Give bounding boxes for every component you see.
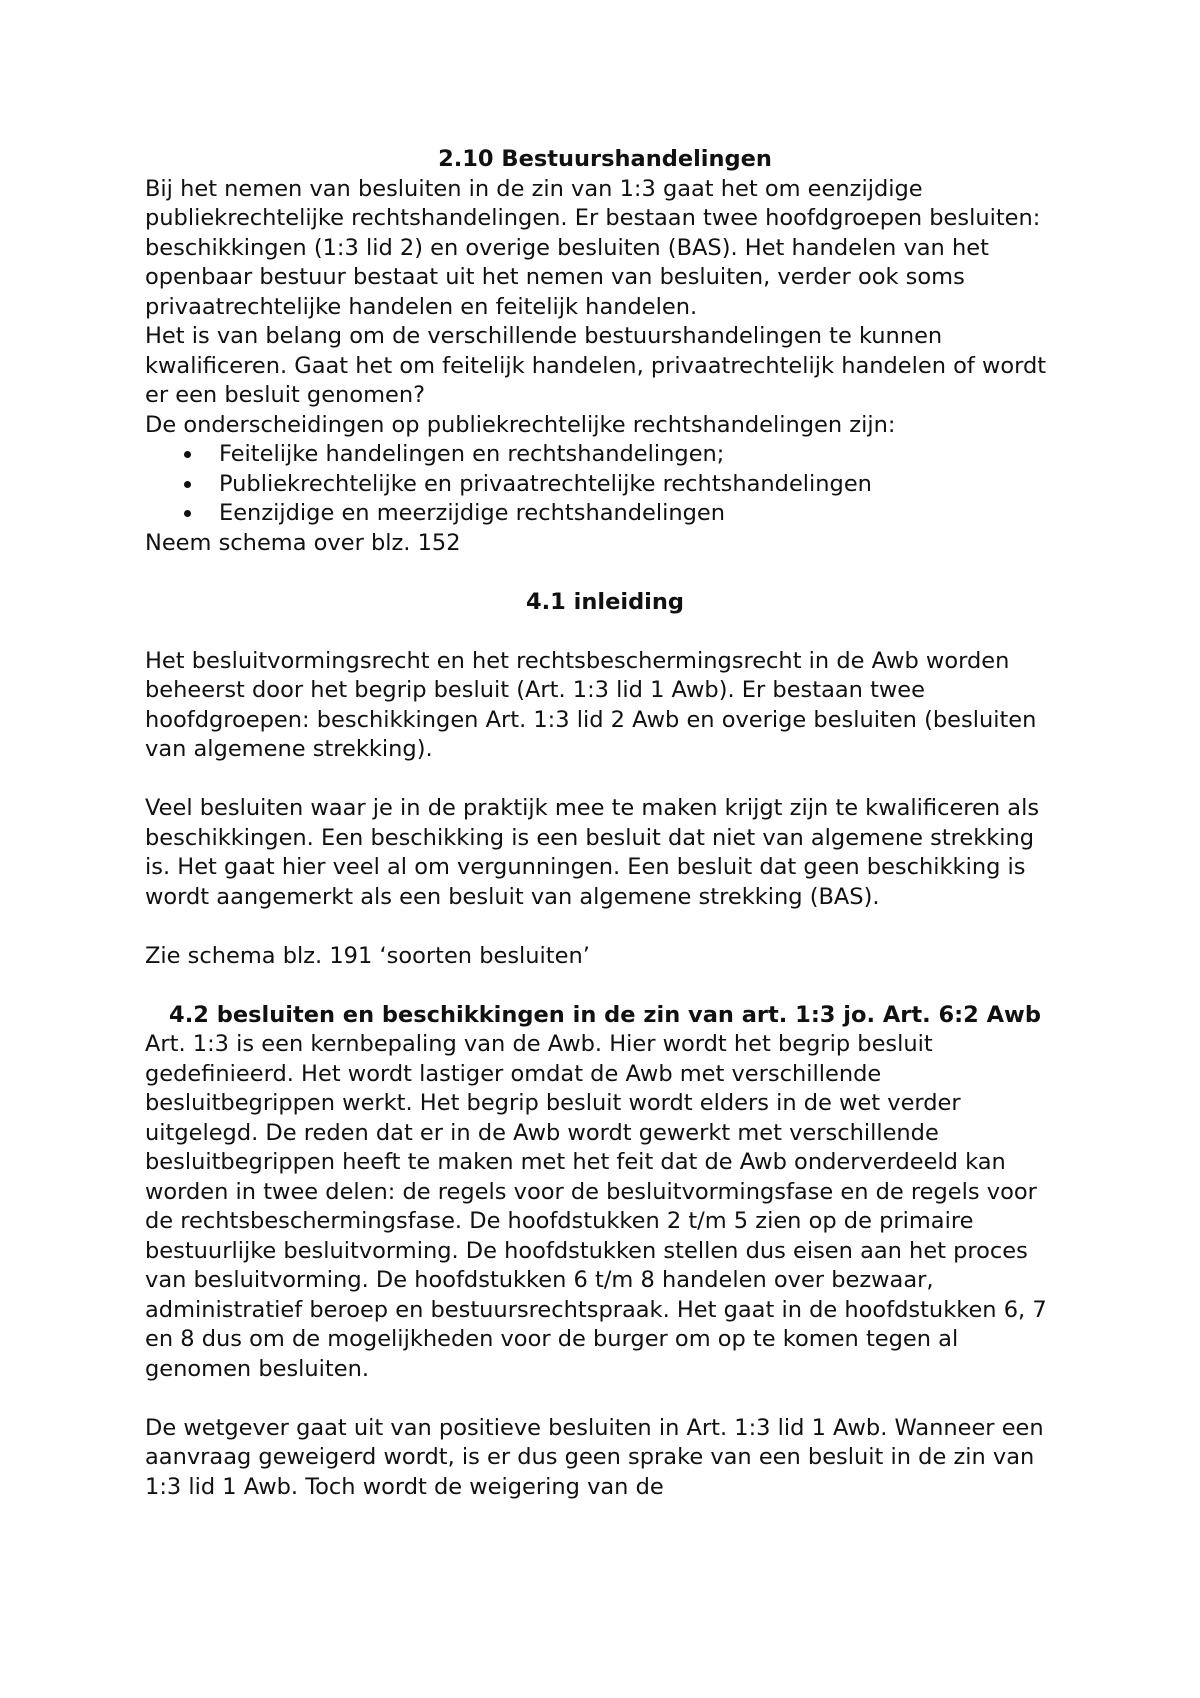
section-heading-2-10: 2.10 Bestuurshandelingen <box>438 146 772 172</box>
spacer <box>145 765 1065 795</box>
section-heading-4-2: 4.2 besluiten en beschikkingen in de zin van art. 1:3 jo. Art. 6:2 Awb <box>169 1001 1041 1028</box>
paragraph: Neem schema over blz. 152 <box>145 529 461 556</box>
bullet-list <box>145 440 1065 529</box>
spacer <box>145 971 1065 1001</box>
paragraph: Bij het nemen van besluiten in de zin van 1:3 gaat het om eenzijdige publiekrechtelijke rechtshandelingen. Er bestaan twee hoofdgroepen besluiten: beschikkingen (1:3 lid 2) en overige besluiten (BAS). Het handelen van het openbaar bestuur bestaat uit het nemen van besluiten, verder ook soms privaatrechtelijke handelen en feitelijk handelen. <box>145 175 1041 320</box>
list-item: Publiekrechtelijke en privaatrechtelijke rechtshandelingen <box>145 470 1065 500</box>
paragraph: Veel besluiten waar je in de praktijk mee te maken krijgt zijn te kwalificeren als beschikkingen. Een beschikking is een besluit dat niet van algemene strekking is. Het gaat hier veel al om vergunningen. Een besluit dat geen beschikking is wordt aangemerkt als een besluit van algemene strekking (BAS). <box>145 795 1040 910</box>
spacer <box>145 558 1065 588</box>
section-heading-4-1: 4.1 inleiding <box>525 588 685 615</box>
paragraph: De wetgever gaat uit van positieve besluiten in Art. 1:3 lid 1 Awb. Wanneer een aanvraag geweigerd wordt, is er dus geen sprake van een besluit in de zin van 1:3 lid 1 Awb. Toch wordt de weigering van de <box>145 1414 1044 1500</box>
paragraph: De onderscheidingen op publiekrechtelijke rechtshandelingen zijn: <box>145 411 896 438</box>
paragraph: Het besluitvormingsrecht en het rechtsbeschermingsrecht in de Awb worden beheerst door het begrip besluit (Art. 1:3 lid 1 Awb). Er bestaan twee hoofdgroepen: beschikkingen Art. 1:3 lid 2 Awb en overige besluiten (besluiten van algemene strekking). <box>145 647 1037 762</box>
spacer <box>145 617 1065 647</box>
paragraph: Art. 1:3 is een kernbepaling van de Awb. Hier wordt het begrip besluit gedefinieerd. Het wordt lastiger omdat de Awb met verschillende besluitbegrippen werkt. Het begrip besluit wordt elders in de wet verder uitgelegd. De reden dat er in de Awb wordt gewerkt met verschillende besluitbegrippen heeft te maken met het feit dat de Awb onderverdeeld kan worden in twee delen: de regels voor de besluitvormingsfase en de regels voor de rechtsbeschermingsfase. De hoofdstukken 2 t/m 5 zien op de primaire bestuurlijke besluitvorming. De hoofdstukken stellen dus eisen aan het proces van besluitvorming. De hoofdstukken 6 t/m 8 handelen over bezwaar, administratief beroep en bestuursrechtspraak. Het gaat in de hoofdstukken 6, 7 en 8 dus om de mogelijkheden voor de burger om op te komen tegen al genomen besluiten. <box>145 1031 1047 1382</box>
paragraph: Het is van belang om de verschillende bestuurshandelingen te kunnen kwalificeren. Gaat het om feitelijk handelen, privaatrechtelijk handelen of wordt er een besluit genomen? <box>145 323 1047 408</box>
document-body <box>145 145 1065 1502</box>
list-item: Feitelijke handelingen en rechtshandelingen; <box>145 440 1065 470</box>
spacer <box>145 1384 1065 1414</box>
paragraph: Zie schema blz. 191 ‘soorten besluiten’ <box>145 942 590 969</box>
spacer <box>145 912 1065 942</box>
list-item: Eenzijdige en meerzijdige rechtshandelingen <box>145 499 1065 529</box>
